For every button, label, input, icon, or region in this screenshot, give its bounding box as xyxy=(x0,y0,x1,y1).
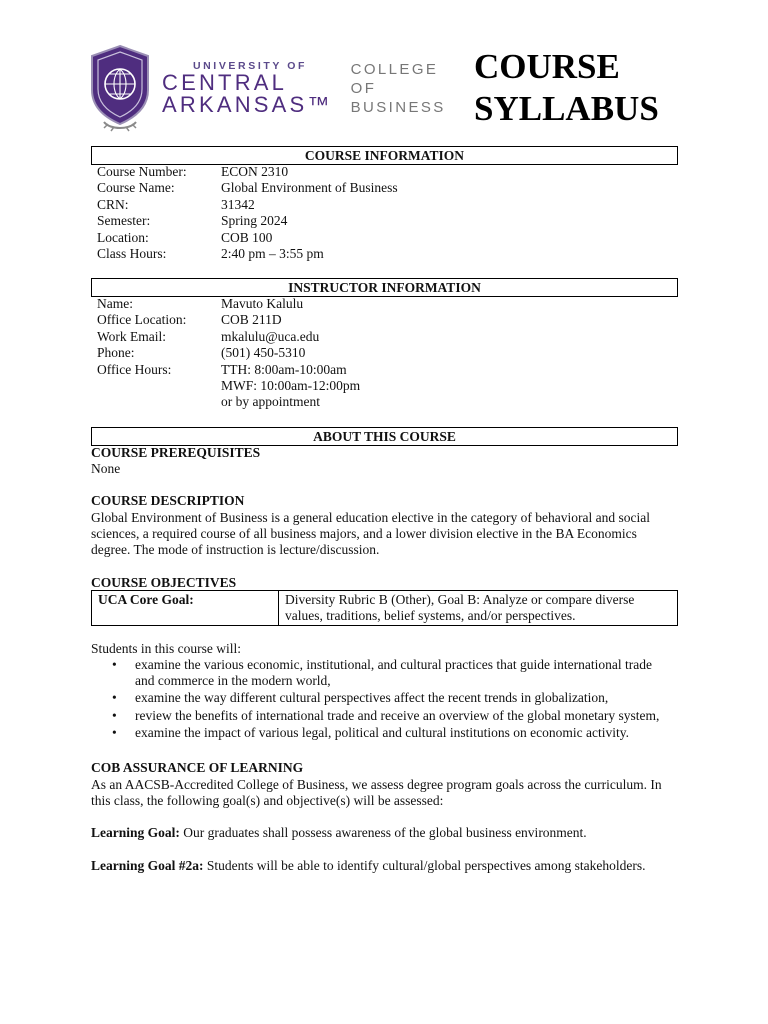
list-item-text: review the benefits of international trade and receive an overview of the global monetary system, xyxy=(135,707,660,723)
field-value: or by appointment xyxy=(221,394,320,410)
list-item-text: examine the various economic, institutional, and cultural practices that guide international trade xyxy=(135,657,652,672)
instructor-info-row xyxy=(97,378,667,394)
core-goal-table xyxy=(91,590,678,626)
learning-goal-label: Learning Goal: xyxy=(91,825,180,840)
course-info-row xyxy=(97,213,667,229)
aol-heading: COB ASSURANCE OF LEARNING xyxy=(91,760,304,775)
description-text xyxy=(91,510,681,558)
course-info-table xyxy=(97,164,667,262)
course-info-row xyxy=(97,180,667,196)
field-value: COB 100 xyxy=(221,229,273,245)
field-label: Office Hours: xyxy=(97,361,172,377)
course-info-row xyxy=(97,197,667,213)
instructor-info-row xyxy=(97,329,667,345)
logo-arkansas: ARKANSAS™ xyxy=(162,92,333,117)
field-value: Spring 2024 xyxy=(221,213,288,229)
instructor-info-row xyxy=(97,362,667,378)
instructor-info-row xyxy=(97,296,667,312)
uca-cob-logo xyxy=(88,44,446,132)
field-label: Name: xyxy=(97,296,133,311)
course-info-row xyxy=(97,230,667,246)
instructor-info-row xyxy=(97,345,667,361)
field-value: Mavuto Kalulu xyxy=(221,296,304,311)
description-heading: COURSE DESCRIPTION xyxy=(91,493,245,508)
bullet-icon: • xyxy=(112,707,117,723)
aol-line: this class, the following goal(s) and objective(s) will be assessed: xyxy=(91,793,444,808)
core-goal-value xyxy=(279,591,678,626)
learning-goal-text: Our graduates shall possess awareness of the global business environment. xyxy=(179,825,587,840)
instructor-info-row xyxy=(97,394,667,410)
field-value: (501) 450-5310 xyxy=(221,345,306,361)
field-value: TTH: 8:00am-10:00am xyxy=(221,361,347,377)
field-label: Course Name: xyxy=(97,180,175,196)
field-label: Class Hours: xyxy=(97,246,167,262)
core-goal-line: values, traditions, belief systems, and/or perspectives. xyxy=(285,608,576,623)
field-value: MWF: 10:00am-12:00pm xyxy=(221,378,361,394)
field-label: Office Location: xyxy=(97,312,187,328)
logo-college: COLLEGE xyxy=(350,60,439,78)
field-label: Course Number: xyxy=(97,164,187,179)
prerequisites-heading: COURSE PREREQUISITES xyxy=(91,445,261,460)
title-line-1: COURSE xyxy=(474,47,620,86)
core-goal-line: Diversity Rubric B (Other), Goal B: Analyze or compare diverse xyxy=(285,592,635,607)
logo-of-business: OF BUSINESS xyxy=(350,79,446,116)
field-value: Global Environment of Business xyxy=(221,180,398,196)
uca-seal-icon xyxy=(88,44,152,132)
aol-line: As an AACSB-Accredited College of Business, we assess degree program goals across the curriculum. In xyxy=(91,777,662,792)
list-item xyxy=(108,690,680,706)
course-info-row xyxy=(97,246,667,262)
list-item-text: examine the impact of various legal, political and cultural institutions on economic activity. xyxy=(135,724,629,740)
objectives-list xyxy=(108,657,680,742)
field-label: Phone: xyxy=(97,345,135,361)
document-title xyxy=(474,46,734,130)
list-item-text: examine the way different cultural perspectives affect the recent trends in globalization, xyxy=(135,690,609,706)
students-intro: Students in this course will: xyxy=(91,641,241,656)
list-item xyxy=(108,725,680,741)
field-value: 2:40 pm – 3:55 pm xyxy=(221,246,324,262)
instructor-info-heading: INSTRUCTOR INFORMATION xyxy=(91,278,678,297)
bullet-icon: • xyxy=(112,657,117,672)
field-label: Semester: xyxy=(97,213,151,229)
bullet-icon: • xyxy=(112,724,117,740)
table-row xyxy=(92,591,678,626)
description-line: sciences, a required course of all business majors, and a lower division elective in the BA Economics xyxy=(91,526,637,541)
learning-goal-label: Learning Goal #2a: xyxy=(91,858,204,873)
field-value: ECON 2310 xyxy=(221,164,289,179)
email-link[interactable]: mkalulu@uca.edu xyxy=(221,328,320,344)
prerequisites-text: None xyxy=(91,461,121,476)
bullet-icon: • xyxy=(112,690,117,706)
description-line: Global Environment of Business is a general education elective in the category of behavioral and social xyxy=(91,510,650,525)
field-value: COB 211D xyxy=(221,312,282,328)
instructor-info-table xyxy=(97,296,667,411)
list-item xyxy=(108,657,680,689)
course-info-heading: COURSE INFORMATION xyxy=(91,146,678,165)
field-label: CRN: xyxy=(97,196,129,212)
learning-goal-text: Students will be able to identify cultural/global perspectives among stakeholders. xyxy=(203,858,646,873)
field-label: Location: xyxy=(97,229,149,245)
title-line-2: SYLLABUS xyxy=(474,89,659,128)
about-course-heading: ABOUT THIS COURSE xyxy=(91,427,678,446)
field-label xyxy=(97,378,221,394)
description-line: degree. The mode of instruction is lecture/discussion. xyxy=(91,542,380,557)
core-goal-label: UCA Core Goal: xyxy=(92,591,279,626)
aol-text xyxy=(91,777,681,809)
learning-goal xyxy=(91,825,681,841)
list-item-text: and commerce in the modern world, xyxy=(135,673,331,689)
course-info-row xyxy=(97,164,667,180)
field-label xyxy=(97,394,221,410)
list-item xyxy=(108,708,680,724)
learning-goal-2a xyxy=(91,858,681,874)
instructor-info-row xyxy=(97,312,667,328)
logo-central: CENTRAL xyxy=(162,70,288,95)
objectives-heading: COURSE OBJECTIVES xyxy=(91,575,237,590)
logo-university-of: UNIVERSITY OF xyxy=(192,60,308,72)
field-label: Work Email: xyxy=(97,328,167,344)
field-value: 31342 xyxy=(221,196,255,212)
